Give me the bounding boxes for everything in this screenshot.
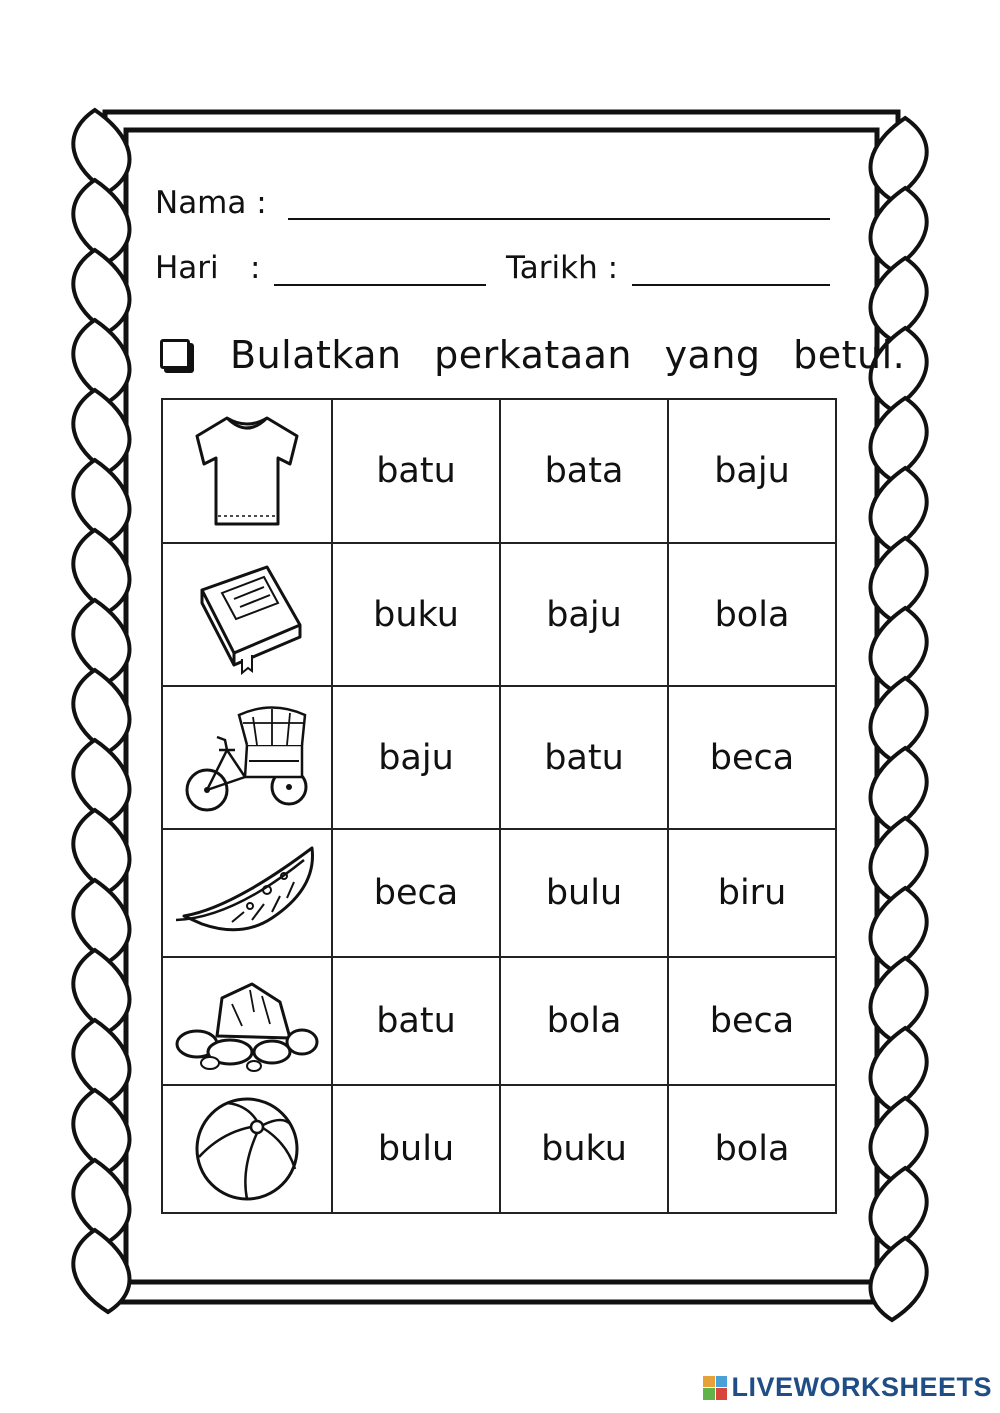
date-label: Tarikh : — [506, 250, 619, 286]
word-option[interactable]: buku — [332, 543, 500, 686]
grid-row — [162, 686, 836, 829]
word-option[interactable]: buku — [500, 1085, 668, 1213]
word-option[interactable]: batu — [332, 399, 500, 543]
name-field[interactable] — [288, 218, 830, 220]
grid-row — [162, 399, 836, 543]
word-option[interactable]: bola — [668, 1085, 836, 1213]
word-option[interactable]: biru — [668, 829, 836, 957]
liveworksheets-logo — [703, 1372, 992, 1403]
day-label: Hari — [155, 250, 219, 286]
grid-row — [162, 829, 836, 957]
word-option[interactable]: baju — [668, 399, 836, 543]
instruction-text: Bulatkan perkataan yang betul. — [230, 333, 906, 377]
word-option[interactable]: bulu — [500, 829, 668, 957]
grid-row — [162, 543, 836, 686]
t-shirt-icon — [182, 406, 312, 536]
feather-icon — [172, 838, 322, 948]
brand-text: LIVEWORKSHEETS — [731, 1372, 992, 1402]
word-option[interactable]: bola — [668, 543, 836, 686]
picture-cell — [162, 829, 332, 957]
word-option[interactable]: bata — [500, 399, 668, 543]
word-option[interactable]: beca — [668, 957, 836, 1085]
word-option[interactable]: bulu — [332, 1085, 500, 1213]
word-option[interactable]: beca — [668, 686, 836, 829]
word-option[interactable]: bola — [500, 957, 668, 1085]
checkbox-icon — [160, 339, 190, 369]
grid-row — [162, 957, 836, 1085]
trishaw-icon — [177, 695, 317, 820]
word-option[interactable]: batu — [500, 686, 668, 829]
ball-icon — [191, 1093, 303, 1205]
picture-cell — [162, 1085, 332, 1213]
picture-cell — [162, 957, 332, 1085]
word-grid — [161, 398, 837, 1214]
name-label: Nama : — [155, 185, 267, 221]
word-option[interactable]: baju — [500, 543, 668, 686]
picture-cell — [162, 686, 332, 829]
day-field[interactable] — [274, 284, 486, 286]
liveworksheets-icon — [703, 1376, 727, 1400]
word-option[interactable]: beca — [332, 829, 500, 957]
grid-row — [162, 1085, 836, 1213]
word-option[interactable]: batu — [332, 957, 500, 1085]
picture-cell — [162, 543, 332, 686]
picture-cell — [162, 399, 332, 543]
date-field[interactable] — [632, 284, 830, 286]
word-option[interactable]: baju — [332, 686, 500, 829]
rocks-icon — [172, 966, 322, 1076]
day-colon: : — [250, 250, 261, 286]
book-icon — [182, 555, 312, 675]
instruction — [160, 333, 906, 383]
